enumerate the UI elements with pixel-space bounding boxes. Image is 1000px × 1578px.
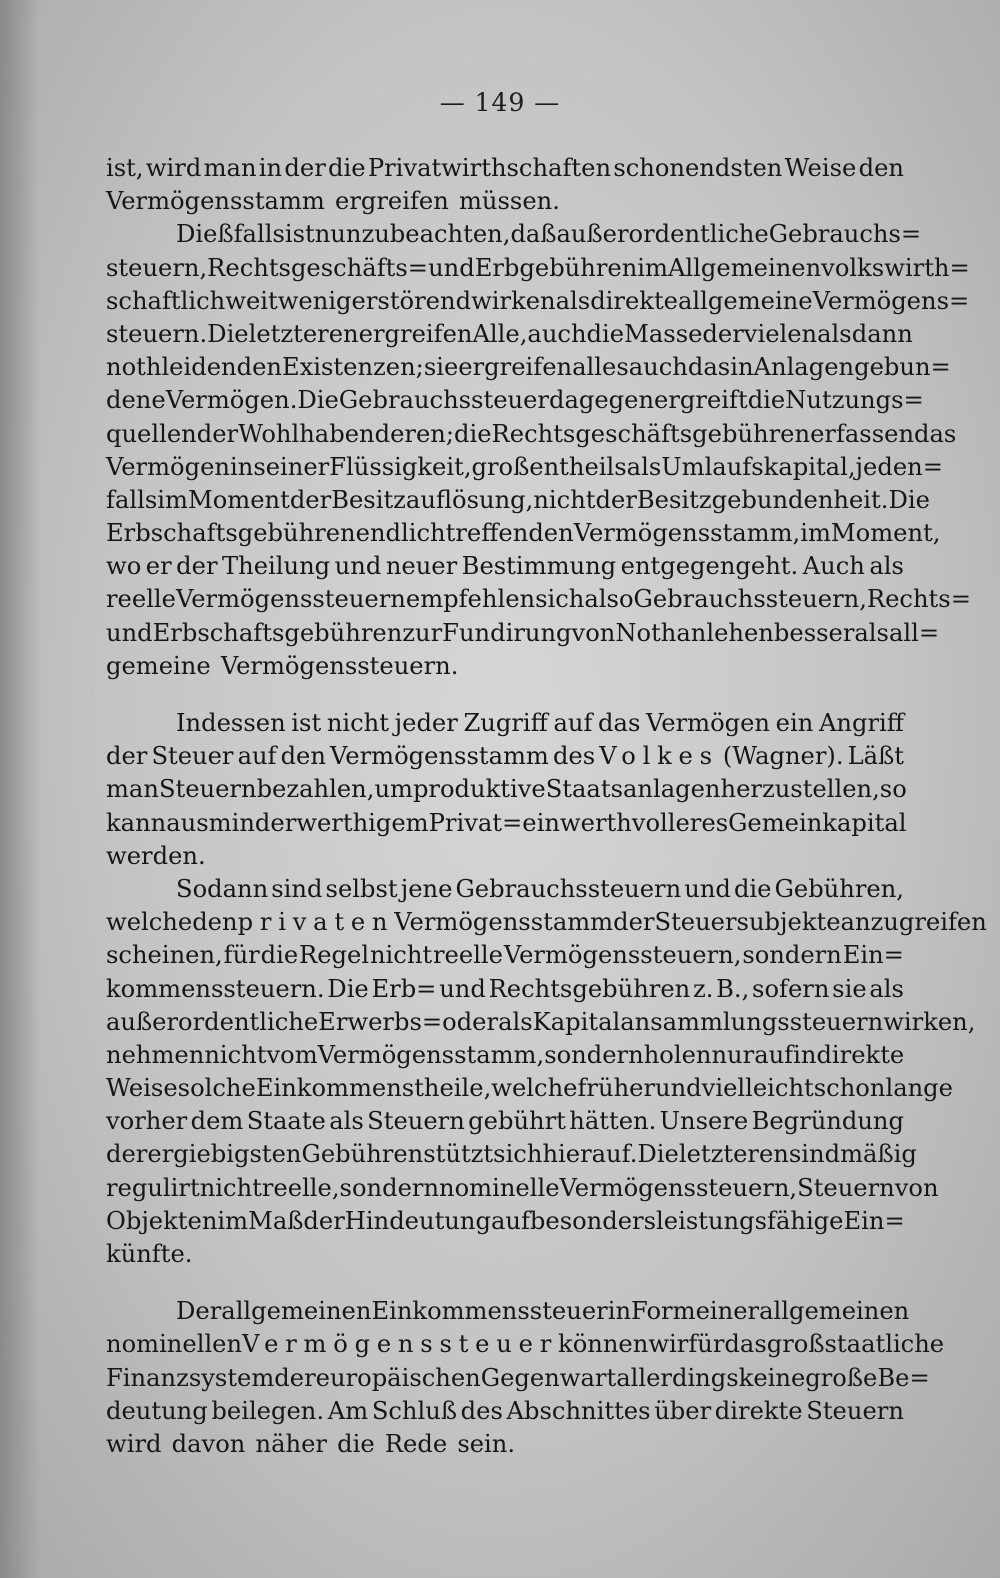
text-line: quellen der Wohlhabenderen; die Rechtsgeschäftsgebühren erfassen das [106,419,957,448]
text-line: falls im Moment der Besitzauflösung, nicht der Besitzgebundenheit. Die [106,485,930,514]
text-line: vorher dem Staate als Steuern gebührt hätten. Unsere Begründung [106,1107,904,1136]
text-line: Sodann sind selbst jene Gebrauchssteuern und die Gebühren, [176,874,904,903]
text-line: ist, wird man in der die Privatwirthschaften schonendsten Weise den [106,154,904,182]
paragraph-gap [106,1271,904,1295]
text-line: nothleidenden Existenzen; sie ergreifen alles auch das in Anlagen gebun= [106,353,951,382]
text-line: Indessen ist nicht jeder Zugriff auf das Vermögen ein Angriff [176,709,904,737]
body-text [106,152,987,1461]
text-line: man Steuern bezahlen, um produktive Staatsanlagen herzustellen, so [106,775,907,804]
text-line: Weise solche Einkommenstheile, welche früher und vielleicht schon lange [106,1074,953,1103]
text-line: reelle Vermögenssteuern empfehlen sich also Gebrauchssteuern, Rechts= [106,585,971,614]
text-line: welche den privaten Vermögensstamm der Steuersubjekte anzugreifen [106,908,987,937]
text-line: Dießfalls ist nun zu beachten, daß außerordentliche Gebrauchs= [176,220,922,249]
text-line: der ergiebigsten Gebühren stützt sich hierauf. Die letzteren sind mäßig [106,1140,917,1169]
text-line: Vermögensstamm ergreifen müssen. [106,187,560,216]
text-line: Der allgemeinen Einkommenssteuer in Form einer allgemeinen [176,1297,910,1326]
text-line: gemeine Vermögenssteuern. [106,651,459,680]
text-line: nominellen Vermögenssteuer können wir für das großstaatliche [106,1330,945,1359]
text-line: scheinen, für die Regel nicht reelle Vermögenssteuern, sondern Ein= [106,941,904,970]
paragraph [106,707,907,873]
text-line: steuern, Rechtsgeschäfts= und Erbgebühren im Allgemeinen volkswirth= [106,253,970,282]
text-line: der Steuer auf den Vermögensstamm des Volkes (Wagner). Läßt [106,742,904,771]
text-line: regulirt nicht reelle, sondern nominelle Vermögenssteuern, Steuern von [106,1173,939,1202]
text-line: werden. [106,841,206,870]
paragraph [106,1295,945,1461]
text-line: kann aus minderwerthigem Privat= ein werthvolleres Gemeinkapital [106,808,907,837]
text-line: außerordentliche Erwerbs= oder als Kapitalansammlungssteuern wirken, [106,1007,976,1036]
text-line: steuern. Die letzteren ergreifen Alle, auch die Masse der vielen alsdann [106,319,913,348]
page-number: — 149 — [439,88,561,117]
text-line: kommenssteuern. Die Erb= und Rechtsgebühren z. B., sofern sie als [106,974,904,1003]
text-line: Vermögen in seiner Flüssigkeit, großentheils als Umlaufskapital, jeden= [106,452,943,481]
text-line: und Erbschaftsgebühren zur Fundirung von Nothanlehen besser als all= [106,618,940,647]
text-line: nehmen nicht vom Vermögensstamm, sondern holen nur auf indirekte [106,1040,905,1069]
text-line: dene Vermögen. Die Gebrauchssteuer dagegen ergreift die Nutzungs= [106,386,924,415]
text-line: Erbschaftsgebühren endlich treffen den Vermögensstamm, im Moment, [106,519,941,548]
text-line: wo er der Theilung und neuer Bestimmung entgegengeht. Auch als [106,552,904,581]
text-line: Finanzsystem der europäischen Gegenwart allerdings keine große Be= [106,1363,930,1392]
paragraph [106,218,971,683]
text-line: deutung beilegen. Am Schluß des Abschnittes über direkte Steuern [106,1396,904,1425]
text-line: wird davon näher die Rede sein. [106,1429,516,1458]
text-line: schaftlich weit weniger störend wirken als direkte allgemeine Vermögens= [106,286,970,315]
text-line: künfte. [106,1240,193,1268]
paragraph-gap [106,683,904,707]
paragraph [106,152,904,218]
paragraph [106,873,987,1271]
text-line: Objekten im Maß der Hindeutung auf besonders leistungsfähige Ein= [106,1206,905,1235]
